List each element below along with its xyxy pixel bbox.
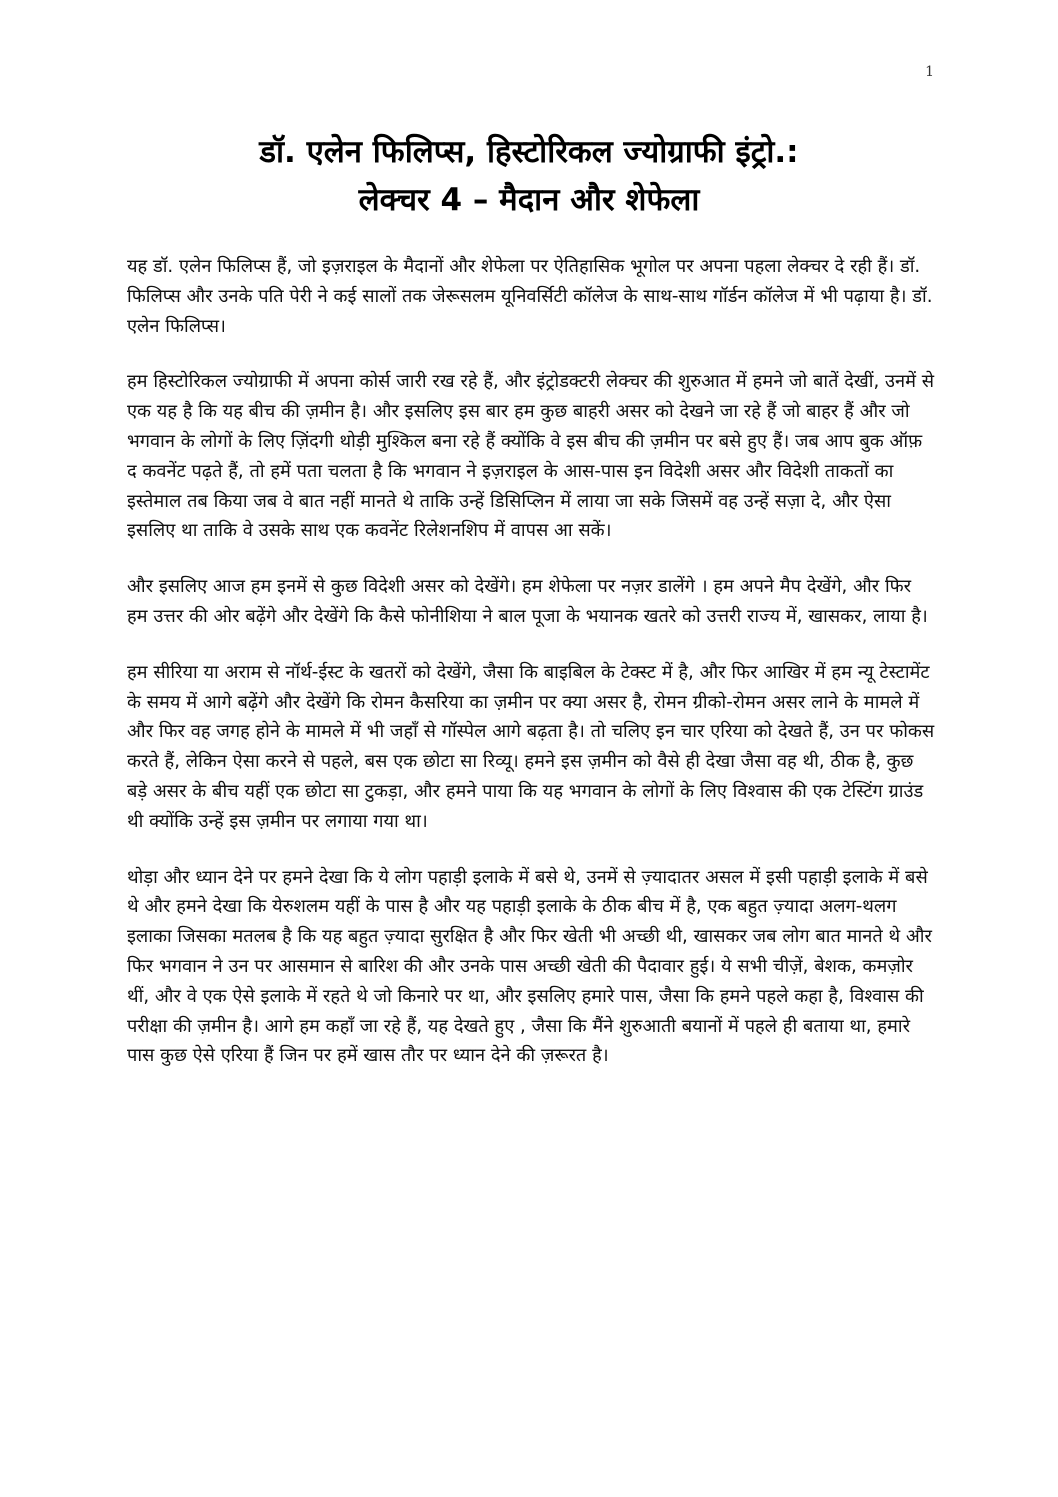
page-number: 1 [925, 64, 934, 80]
title-line-2: लेक्चर 4 – मैदान और शेफेला [358, 182, 700, 218]
title-line-1: डॉ. एलेन फिलिप्स, हिस्टोरिकल ज्योग्राफी इंट्रो.: [259, 134, 799, 170]
paragraph-4: हम सीरिया या अराम से नॉर्थ-ईस्ट के खतरों को देखेंगे, जैसा कि बाइबिल के टेक्स्ट में है, और फिर आखिर में हम न्यू टेस्टामेंट के समय में आगे बढ़ेंगे और देखेंगे कि रोमन कैसरिया का ज़मीन पर क्या असर है, रोमन ग्रीको-रोमन असर लाने के मामले में और फिर वह जगह होने के मामले में भी जहाँ से गॉस्पेल आगे बढ़ता है। तो चलिए इन चार एरिया को देखते हैं, उन पर फोकस करते हैं, लेकिन ऐसा करने से पहले, बस एक छोटा सा रिव्यू। हमने इस ज़मीन को वैसे ही देखा जैसा वह थी, ठीक है, कुछ बड़े असर के बीच यहीं एक छोटा सा टुकड़ा, और हमने पाया कि यह भगवान के लोगों के लिए विश्वास की एक टेस्टिंग ग्राउंड थी क्योंकि उन्हें इस ज़मीन पर लगाया गया था। [127, 661, 935, 832]
document-body [127, 252, 935, 1097]
paragraph-3: और इसलिए आज हम इनमें से कुछ विदेशी असर को देखेंगे। हम शेफेला पर नज़र डालेंगे । हम अपने मैप देखेंगे, और फिर हम उत्तर की ओर बढ़ेंगे और देखेंगे कि कैसे फोनीशिया ने बाल पूजा के भयानक खतरे को उत्तरी राज्य में, खासकर, लाया है। [127, 576, 928, 627]
paragraph-1: यह डॉ. एलेन फिलिप्स हैं, जो इज़राइल के मैदानों और शेफेला पर ऐतिहासिक भूगोल पर अपना पहला लेक्चर दे रही हैं। डॉ. फिलिप्स और उनके पति पेरी ने कई सालों तक जेरूसलम यूनिवर्सिटी कॉलेज के साथ-साथ गॉर्डन कॉलेज में भी पढ़ाया है। डॉ. एलेन फिलिप्स। [127, 256, 933, 337]
paragraph-5: थोड़ा और ध्यान देने पर हमने देखा कि ये लोग पहाड़ी इलाके में बसे थे, उनमें से ज़्यादातर असल में इसी पहाड़ी इलाके में बसे थे और हमने देखा कि येरुशलम यहीं के पास है और यह पहाड़ी इलाके के ठीक बीच में है, एक बहुत ज़्यादा अलग-थलग इलाका जिसका मतलब है कि यह बहुत ज़्यादा सुरक्षित है और फिर खेती भी अच्छी थी, खासकर जब लोग बात मानते थे और फिर भगवान ने उन पर आसमान से बारिश की और उनके पास अच्छी खेती की पैदावार हुई। ये सभी चीज़ें, बेशक, कमज़ोर थीं, और वे एक ऐसे इलाके में रहते थे जो किनारे पर था, और इसलिए हमारे पास, जैसा कि हमने पहले कहा है, विश्वास की परीक्षा की ज़मीन है। आगे हम कहाँ जा रहे हैं, यह देखते हुए , जैसा कि मैंने शुरुआती बयानों में पहले ही बताया था, हमारे पास कुछ ऐसे एरिया हैं जिन पर हमें खास तौर पर ध्यान देने की ज़रूरत है। [127, 866, 932, 1067]
document-title [100, 128, 958, 224]
paragraph-2: हम हिस्टोरिकल ज्योग्राफी में अपना कोर्स जारी रख रहे हैं, और इंट्रोडक्टरी लेक्चर की शुरुआत में हमने जो बातें देखीं, उनमें से एक यह है कि यह बीच की ज़मीन है। और इसलिए इस बार हम कुछ बाहरी असर को देखने जा रहे हैं जो बाहर हैं और जो भगवान के लोगों के लिए ज़िंदगी थोड़ी मुश्किल बना रहे हैं क्योंकि वे इस बीच की ज़मीन पर बसे हुए हैं। जब आप बुक ऑफ़ द कवनेंट पढ़ते हैं, तो हमें पता चलता है कि भगवान ने इज़राइल के आस-पास इन विदेशी असर और विदेशी ताकतों का इस्तेमाल तब किया जब वे बात नहीं मानते थे ताकि उन्हें डिसिप्लिन में लाया जा सके जिसमें वह उन्हें सज़ा दे, और ऐसा इसलिए था ताकि वे उसके साथ एक कवनेंट रिलेशनशिप में वापस आ सकें। [127, 371, 935, 542]
